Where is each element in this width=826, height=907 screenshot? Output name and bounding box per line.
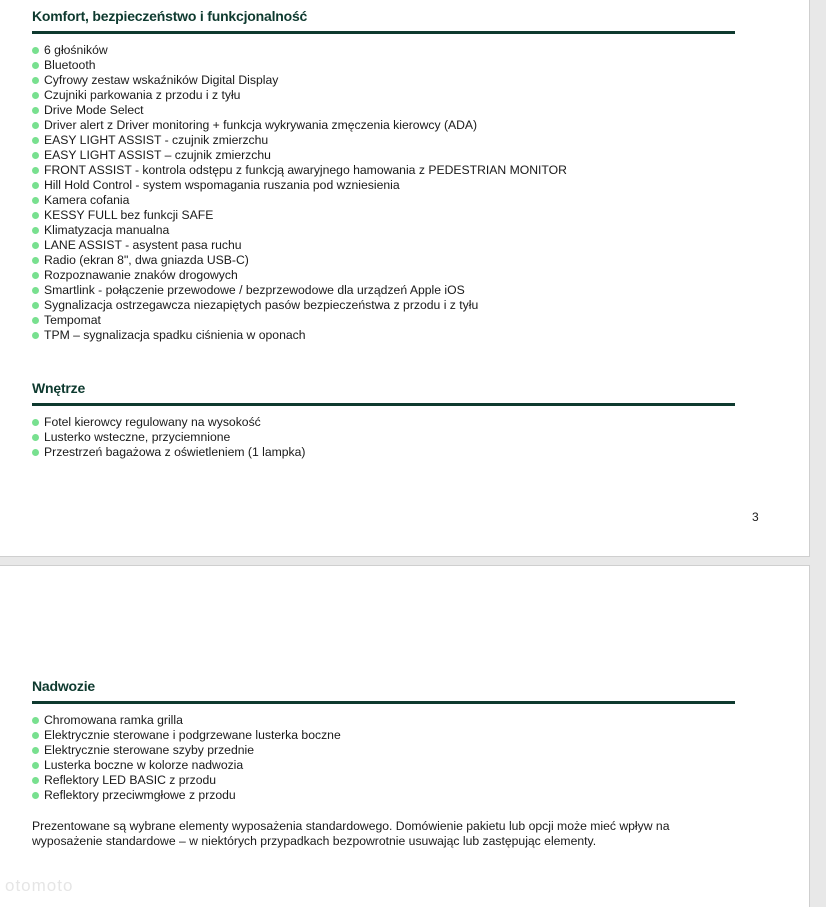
- list-item: [32, 43, 735, 58]
- bullet-icon: [32, 77, 39, 84]
- list-item: [32, 178, 735, 193]
- list-wnetrze: [32, 415, 735, 460]
- list-item-label: LANE ASSIST - asystent pasa ruchu: [44, 238, 242, 252]
- list-item-label: Tempomat: [44, 313, 101, 327]
- list-item-label: EASY LIGHT ASSIST - czujnik zmierzchu: [44, 133, 269, 147]
- disclaimer-note: [32, 819, 752, 849]
- document-page-4: [0, 565, 810, 907]
- bullet-icon: [32, 137, 39, 144]
- list-item: [32, 430, 735, 445]
- list-item-label: Hill Hold Control - system wspomagania ruszania pod wzniesienia: [44, 178, 400, 192]
- bullet-icon: [32, 122, 39, 129]
- list-item: [32, 788, 735, 803]
- bullet-icon: [32, 434, 39, 441]
- bullet-icon: [32, 302, 39, 309]
- list-item: [32, 238, 735, 253]
- list-item: [32, 758, 735, 773]
- list-item-label: EASY LIGHT ASSIST – czujnik zmierzchu: [44, 148, 271, 162]
- list-item-label: 6 głośników: [44, 43, 108, 57]
- bullet-icon: [32, 717, 39, 724]
- list-item-label: Kamera cofania: [44, 193, 130, 207]
- list-item-label: Sygnalizacja ostrzegawcza niezapiętych pasów bezpieczeństwa z przodu i z tyłu: [44, 298, 479, 312]
- list-item: [32, 313, 735, 328]
- bullet-icon: [32, 242, 39, 249]
- bullet-icon: [32, 287, 39, 294]
- list-item-label: Fotel kierowcy regulowany na wysokość: [44, 415, 261, 429]
- list-item-label: FRONT ASSIST - kontrola odstępu z funkcją awaryjnego hamowania z PEDESTRIAN MONITOR: [44, 163, 567, 177]
- list-item: [32, 88, 735, 103]
- list-item: [32, 133, 735, 148]
- list-item-label: Cyfrowy zestaw wskaźników Digital Display: [44, 73, 279, 87]
- list-item-label: Driver alert z Driver monitoring + funkcja wykrywania zmęczenia kierowcy (ADA): [44, 118, 478, 132]
- list-item-label: Smartlink - połączenie przewodowe / bezprzewodowe dla urządzeń Apple iOS: [44, 283, 465, 297]
- disclaimer-line-2: wyposażenie standardowe – w niektórych przypadkach bezpowrotnie usuwając lub zastępując elementy.: [32, 834, 597, 848]
- bullet-icon: [32, 47, 39, 54]
- bullet-icon: [32, 212, 39, 219]
- list-item-label: Czujniki parkowania z przodu i z tyłu: [44, 88, 241, 102]
- list-item-label: Elektrycznie sterowane szyby przednie: [44, 743, 254, 757]
- list-item-label: Elektrycznie sterowane i podgrzewane lusterka boczne: [44, 728, 341, 742]
- bullet-icon: [32, 272, 39, 279]
- bullet-icon: [32, 197, 39, 204]
- bullet-icon: [32, 732, 39, 739]
- list-item: [32, 743, 735, 758]
- bullet-icon: [32, 777, 39, 784]
- bullet-icon: [32, 317, 39, 324]
- list-item-label: Reflektory LED BASIC z przodu: [44, 773, 217, 787]
- list-item: [32, 73, 735, 88]
- list-item: [32, 445, 735, 460]
- list-item-label: Bluetooth: [44, 58, 96, 72]
- bullet-icon: [32, 167, 39, 174]
- list-item-label: TPM – sygnalizacja spadku ciśnienia w oponach: [44, 328, 306, 342]
- list-item: [32, 118, 735, 133]
- list-item: [32, 253, 735, 268]
- list-item-label: Klimatyzacja manualna: [44, 223, 170, 237]
- bullet-icon: [32, 332, 39, 339]
- list-item: [32, 193, 735, 208]
- watermark-logo: otomoto: [5, 876, 74, 895]
- list-item: [32, 148, 735, 163]
- bullet-icon: [32, 762, 39, 769]
- section-wnetrze: [32, 379, 735, 460]
- list-item-label: KESSY FULL bez funkcji SAFE: [44, 208, 214, 222]
- list-item-label: Drive Mode Select: [44, 103, 144, 117]
- list-komfort: [32, 43, 735, 343]
- bullet-icon: [32, 419, 39, 426]
- bullet-icon: [32, 152, 39, 159]
- list-item-label: Lusterko wsteczne, przyciemnione: [44, 430, 231, 444]
- list-item: [32, 773, 735, 788]
- list-item-label: Chromowana ramka grilla: [44, 713, 183, 727]
- list-item: [32, 298, 735, 313]
- list-item-label: Rozpoznawanie znaków drogowych: [44, 268, 238, 282]
- section-komfort: [32, 7, 735, 343]
- list-item: [32, 713, 735, 728]
- list-item: [32, 58, 735, 73]
- list-item-label: Przestrzeń bagażowa z oświetleniem (1 lampka): [44, 445, 306, 459]
- bullet-icon: [32, 107, 39, 114]
- list-item: [32, 268, 735, 283]
- section-title-nadwozie: Nadwozie: [32, 677, 735, 704]
- list-item: [32, 103, 735, 118]
- section-nadwozie: [32, 677, 735, 803]
- list-nadwozie: [32, 713, 735, 803]
- list-item: [32, 208, 735, 223]
- list-item: [32, 163, 735, 178]
- bullet-icon: [32, 792, 39, 799]
- list-item: [32, 415, 735, 430]
- list-item: [32, 223, 735, 238]
- section-title-komfort: Komfort, bezpieczeństwo i funkcjonalność: [32, 7, 735, 34]
- bullet-icon: [32, 257, 39, 264]
- list-item-label: Reflektory przeciwmgłowe z przodu: [44, 788, 236, 802]
- list-item-label: Lusterka boczne w kolorze nadwozia: [44, 758, 244, 772]
- bullet-icon: [32, 747, 39, 754]
- list-item: [32, 328, 735, 343]
- bullet-icon: [32, 449, 39, 456]
- section-title-wnetrze: Wnętrze: [32, 379, 735, 406]
- list-item-label: Radio (ekran 8", dwa gniazda USB-C): [44, 253, 249, 267]
- bullet-icon: [32, 227, 39, 234]
- bullet-icon: [32, 62, 39, 69]
- list-item: [32, 728, 735, 743]
- disclaimer-line-1: Prezentowane są wybrane elementy wyposażenia standardowego. Domówienie pakietu lub opcji może mieć wpływ na: [32, 819, 670, 833]
- bullet-icon: [32, 182, 39, 189]
- bullet-icon: [32, 92, 39, 99]
- page-number: 3: [752, 510, 759, 524]
- list-item: [32, 283, 735, 298]
